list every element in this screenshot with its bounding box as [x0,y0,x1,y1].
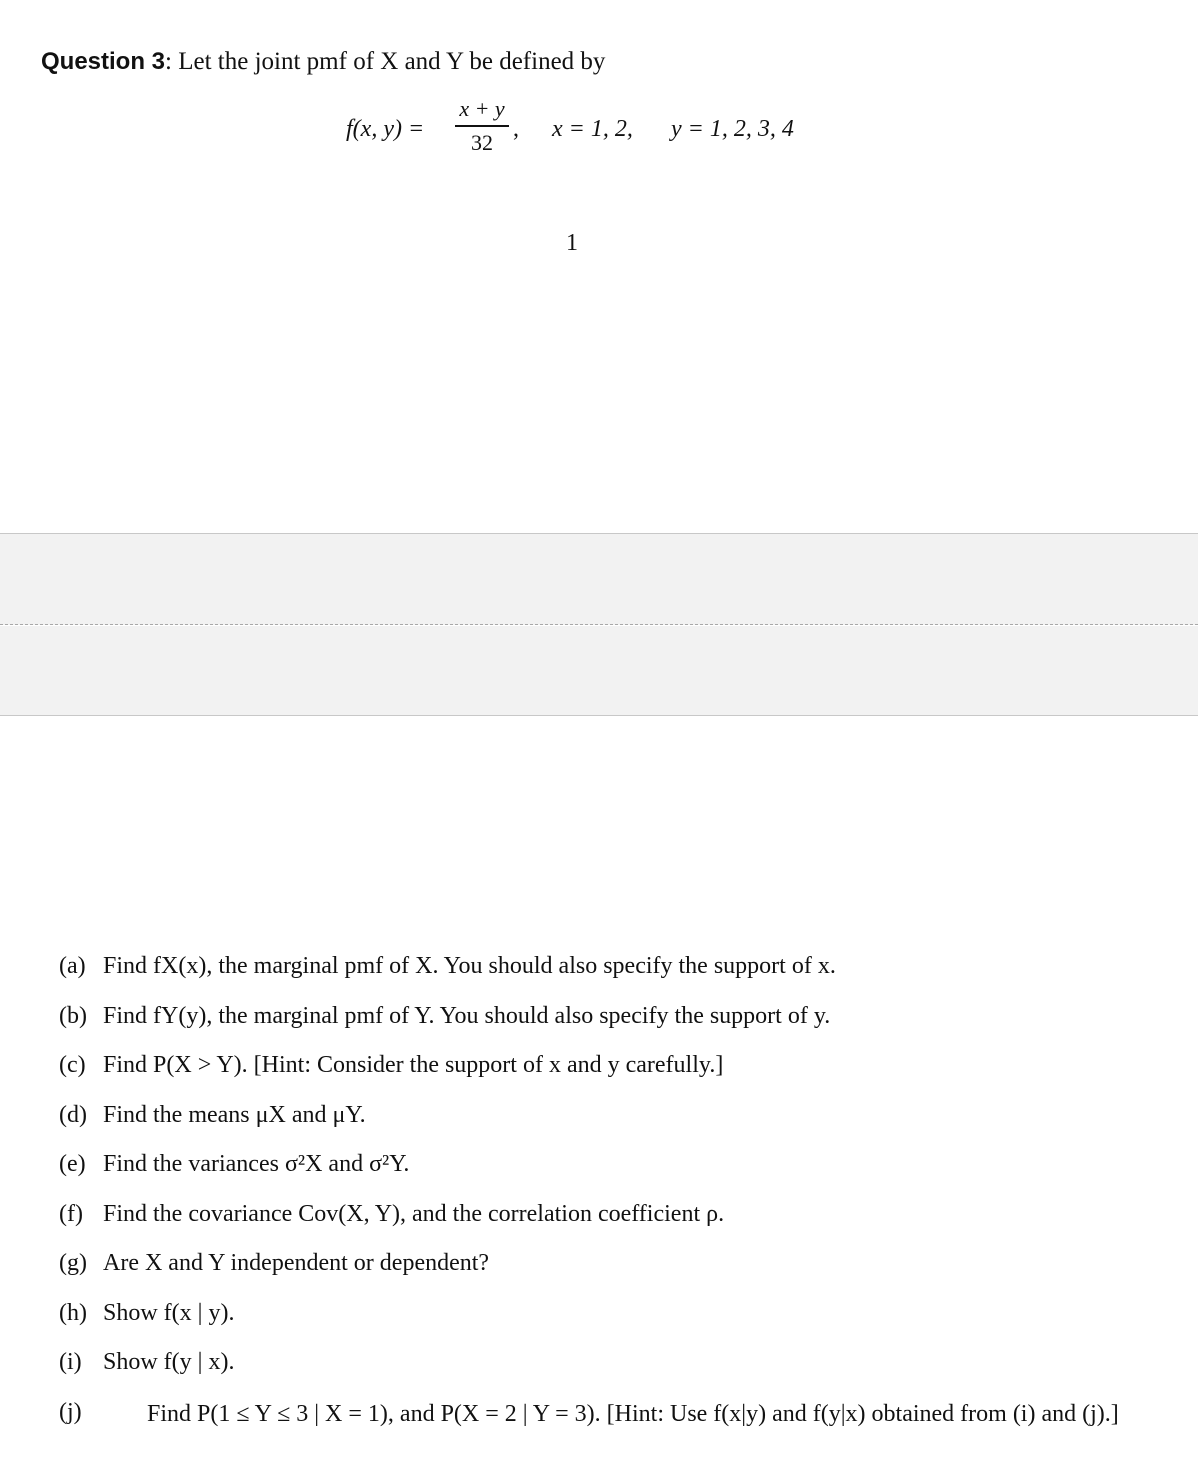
part-item [59,1300,1139,1350]
part-item [59,1151,1139,1201]
part-label: (d) [59,1101,87,1128]
part-text: Find the covariance Cov(X, Y), and the correlation coefficient ρ. [103,1200,725,1227]
page-number: 1 [566,230,578,256]
part-label: (g) [59,1250,87,1276]
part-item [59,1102,1139,1152]
part-label: (j) [59,1398,82,1425]
part-item [59,1003,1139,1053]
formula-fraction [455,96,509,156]
part-item [59,1201,1139,1251]
formula-lhs: f(x, y) = [346,116,425,142]
part-label: (i) [59,1349,82,1375]
part-text: Are X and Y independent or dependent? [103,1250,490,1276]
formula-y-domain: y = 1, 2, 3, 4 [671,116,794,142]
page-gap-upper [0,533,1198,625]
formula-comma: , [513,116,519,142]
part-item [59,1349,1139,1399]
page-gap-lower [0,626,1198,716]
page-break-divider [0,624,1198,625]
part-item [59,1399,1139,1429]
part-text: Find fY(y), the marginal pmf of Y. You should also specify the support of y. [103,1002,831,1029]
formula-numerator: x + y [459,96,505,121]
part-label: (b) [59,1002,87,1029]
formula-denominator: 32 [471,129,493,155]
part-label: (f) [59,1200,83,1227]
part-label: (c) [59,1052,86,1078]
part-text: Show f(x | y). [103,1299,235,1326]
part-text: Show f(y | x). [103,1349,235,1375]
question-label: Question 3 [41,48,166,75]
part-text: Find P(X > Y). [Hint: Consider the support of x and y carefully.] [103,1052,724,1078]
part-item [59,1052,1139,1102]
part-text: Find the variances σ²X and σ²Y. [103,1151,410,1177]
fraction-bar [455,125,509,127]
part-text: Find fX(x), the marginal pmf of X. You should also specify the support of x. [103,953,836,979]
part-label: (a) [59,953,86,979]
formula-x-domain: x = 1, 2, [552,116,633,142]
question-intro: : Let the joint pmf of X and Y be defined by [165,48,606,75]
part-label: (e) [59,1151,86,1177]
question-header [41,48,605,76]
part-label: (h) [59,1299,87,1326]
parts-list [59,953,1139,1429]
part-item [59,1250,1139,1300]
part-text: Find the means μX and μY. [103,1101,366,1128]
part-text: Find P(1 ≤ Y ≤ 3 | X = 1), and P(X = 2 | Y = 3). [Hint: Use f(x|y) and f(y|x) obtained from (i) and (j).] [147,1400,1119,1427]
part-item [59,953,1139,1003]
